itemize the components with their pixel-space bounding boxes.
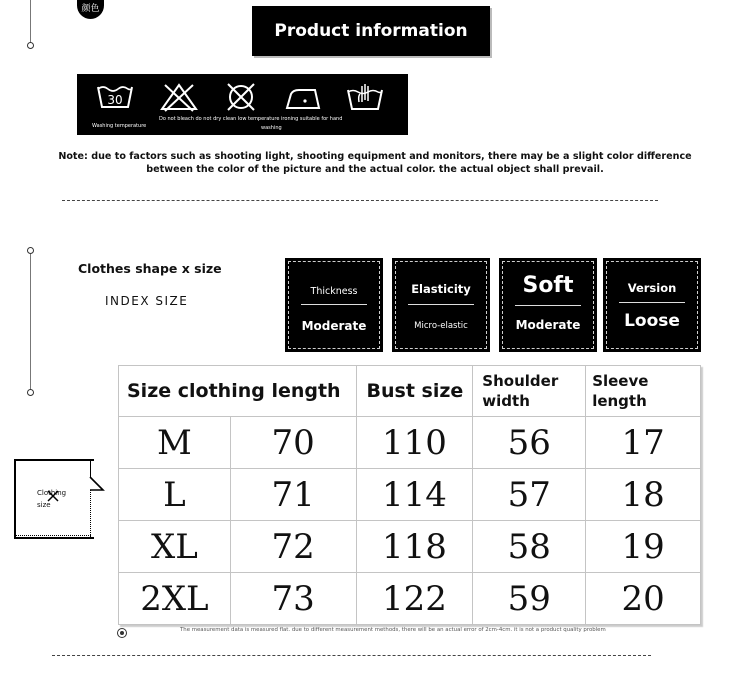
attr-elasticity-value: Micro-elastic	[414, 321, 468, 331]
attr-thickness-label: Thickness	[310, 286, 358, 297]
table-row	[119, 521, 701, 573]
cell-size: 2XL	[119, 573, 231, 625]
cell-size: L	[119, 469, 231, 521]
guide-dot-top	[27, 42, 34, 49]
attr-card-soft	[499, 258, 597, 352]
size-table-header	[119, 366, 701, 417]
table-row	[119, 573, 701, 625]
cell-length: 70	[230, 417, 356, 469]
header-sleeve-line1: Sleeve	[592, 372, 649, 390]
cell-bust: 114	[356, 469, 473, 521]
clothing-box-dotted-edge	[90, 490, 92, 537]
cell-size: M	[119, 417, 231, 469]
attr-soft-label: Soft	[522, 273, 574, 298]
cell-length: 71	[230, 469, 356, 521]
attr-version-label: Version	[627, 281, 677, 295]
cell-length: 72	[230, 521, 356, 573]
header-sleeve-line2: length	[592, 392, 647, 410]
cell-sleeve: 19	[586, 521, 701, 573]
attr-version-value: Loose	[624, 311, 680, 331]
size-table	[118, 365, 701, 625]
measurement-footnote: The measurement data is measured flat. due to different measurement methods, there will be an actual error of 2cm-4cm. it is not a product quality problem	[180, 627, 606, 633]
attr-elasticity-label: Elasticity	[411, 282, 471, 296]
header-size-clothing-length: Size clothing length	[119, 366, 357, 417]
caption-care-line1: Do not bleach do not dry clean low temperature ironing suitable for hand	[159, 116, 343, 122]
cell-shoulder: 59	[473, 573, 586, 625]
header-sleeve-length	[586, 366, 701, 417]
footnote-bullet-icon	[117, 628, 127, 638]
cell-size: XL	[119, 521, 231, 573]
attr-card-elasticity	[392, 258, 490, 352]
wash-temp-value: 30	[107, 93, 123, 107]
wash-30-icon	[95, 82, 135, 112]
cell-sleeve: 18	[586, 469, 701, 521]
low-temp-iron-icon	[283, 82, 323, 112]
shape-title: Clothes shape x size	[78, 261, 222, 276]
header-bust-size: Bust size	[356, 366, 473, 417]
cell-sleeve: 17	[586, 417, 701, 469]
header-shoulder-line2: width	[482, 392, 530, 410]
guide-dot-mid	[27, 247, 34, 254]
header-shoulder-line1: Shoulder	[482, 372, 559, 390]
cell-sleeve: 20	[586, 573, 701, 625]
cell-bust: 118	[356, 521, 473, 573]
color-note	[40, 150, 710, 176]
cell-shoulder: 57	[473, 469, 586, 521]
hand-wash-icon	[345, 82, 385, 112]
caption-washing-temperature: Washing temperature	[92, 123, 147, 129]
clothing-box-dotted-bottom	[14, 535, 91, 536]
cell-shoulder: 58	[473, 521, 586, 573]
care-instructions	[77, 74, 408, 135]
page-title: Product information	[252, 6, 490, 56]
divider-bottom	[52, 655, 651, 656]
clothing-size-line2: size	[37, 501, 51, 509]
cross-icon	[46, 489, 60, 503]
attr-soft-value: Moderate	[515, 318, 581, 332]
cell-shoulder: 56	[473, 417, 586, 469]
clothing-size-line1: Clothing	[37, 489, 67, 497]
guide-line-mid	[30, 254, 31, 391]
header-shoulder-width	[473, 366, 586, 417]
no-dry-clean-icon	[221, 82, 261, 112]
attr-card-thickness	[285, 258, 383, 352]
guide-dot-low	[27, 389, 34, 396]
attr-card-version	[603, 258, 701, 352]
table-row	[119, 469, 701, 521]
index-size-label: INDEX SIZE	[105, 294, 189, 308]
table-row	[119, 417, 701, 469]
cell-length: 73	[230, 573, 356, 625]
color-note-line1: Note: due to factors such as shooting light, shooting equipment and monitors, there may be a slight color difference	[58, 151, 692, 162]
no-bleach-icon	[159, 82, 199, 112]
cell-bust: 110	[356, 417, 473, 469]
caption-care-line2: washing	[261, 125, 282, 131]
color-note-line2: between the color of the picture and the actual color. the actual object shall prevail.	[146, 164, 604, 175]
cell-bust: 122	[356, 573, 473, 625]
color-badge: 颜色	[77, 0, 104, 19]
guide-line-top	[30, 0, 31, 44]
attr-thickness-value: Moderate	[301, 319, 367, 333]
divider-top	[62, 200, 658, 201]
